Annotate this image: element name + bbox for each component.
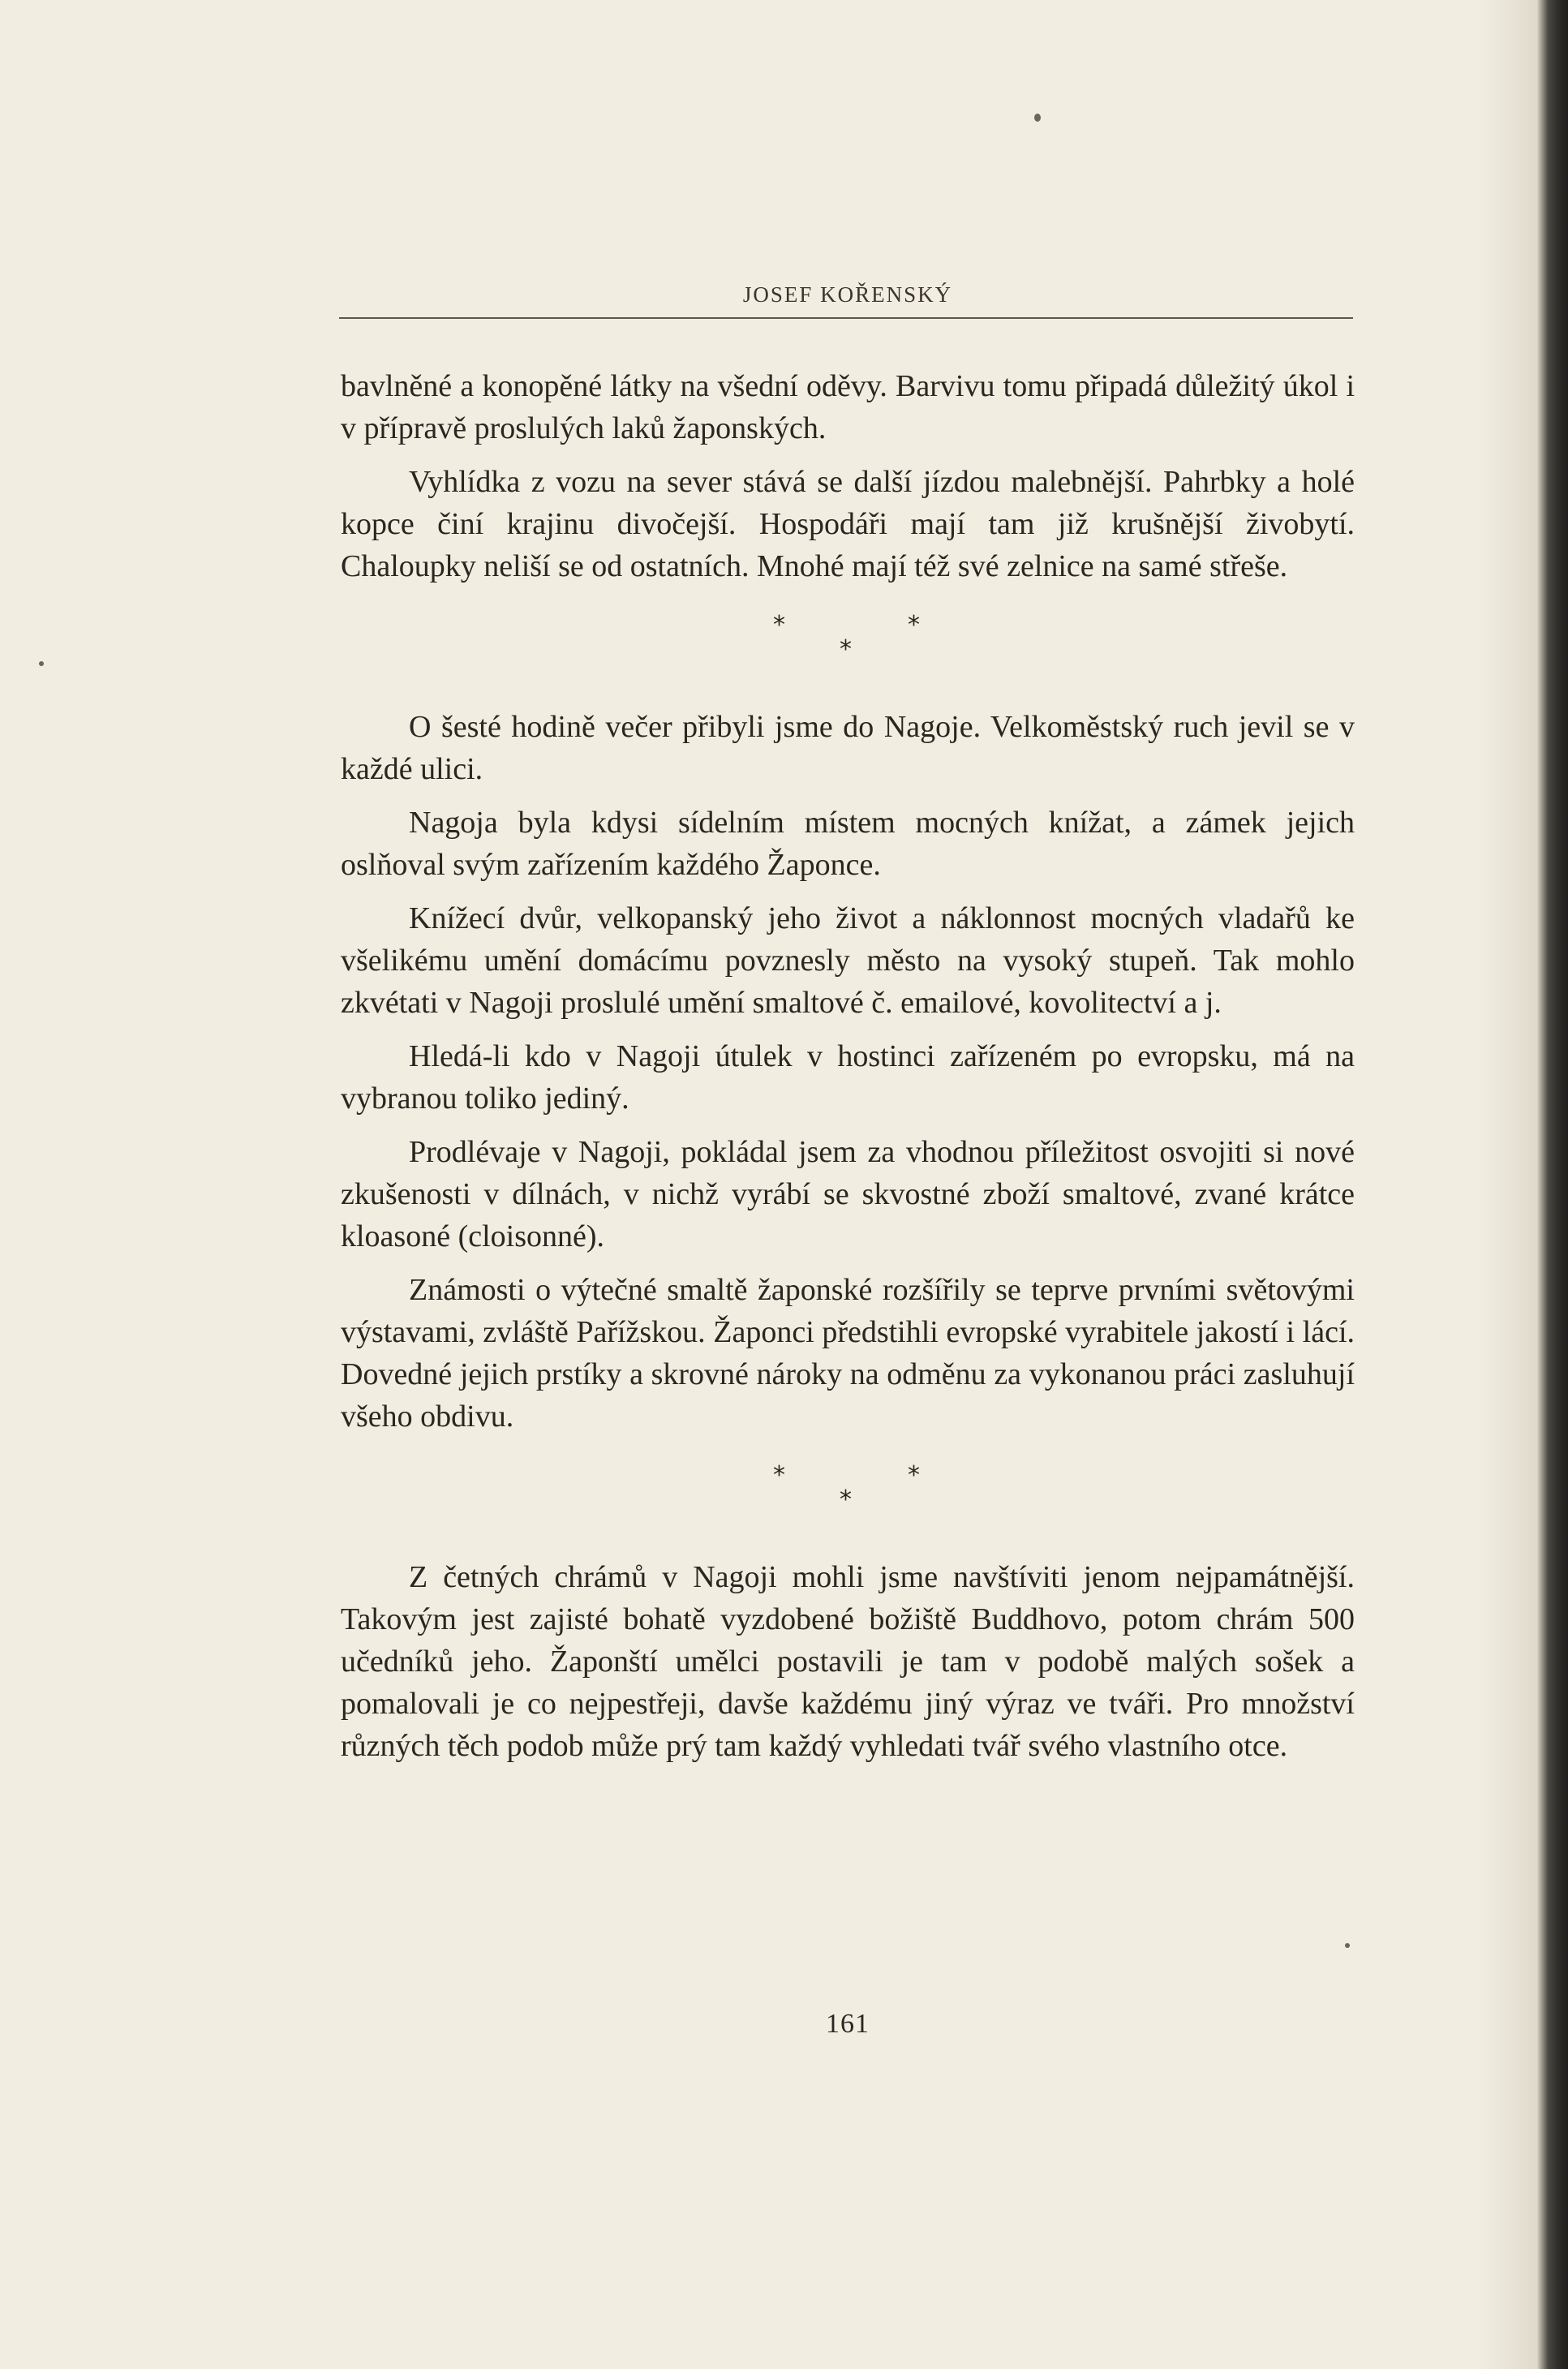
speck [39, 661, 44, 666]
paragraph: Hledá-li kdo v Nagoji útulek v hostinci zařízeném po evropsku, má na vybranou toliko jediný. [341, 1039, 1355, 1116]
running-head: JOSEF KOŘENSKÝ [742, 282, 953, 307]
paragraph: Prodlévaje v Nagoji, pokládal jsem za vhodnou příležitost osvojiti si nové zkušenosti v dílnách, v nichž vyrábí se skvostné zboží smaltové, zvané krátce kloasoné (cloisonné). [341, 1135, 1355, 1253]
speck [1345, 1943, 1350, 1948]
binding-shadow [1480, 0, 1537, 2369]
body-text [341, 365, 1355, 1778]
speck [1034, 114, 1041, 122]
separator-star: * [840, 635, 852, 664]
separator-star: * [840, 1485, 852, 1514]
separator-star: * [908, 611, 920, 639]
paragraph: Z četných chrámů v Nagoji mohli jsme navštíviti jenom nejpamátnější. Takovým jest zajisté bohatě vyzdobené božiště Buddhovo, potom chrám 500 učedníků jeho. Žaponští umělci postavili je tam v podobě malých sošek a pomalovali je co nejpestřeji, davše každému jiný výraz ve tváři. Pro množství různých těch podob může prý tam každý vyhledati tvář svého vlastního otce. [341, 1560, 1355, 1763]
paragraph: Knížecí dvůr, velkopanský jeho život a náklonnost mocných vladařů ke všelikému umění domácímu povznesly město na vysoký stupeň. Tak mohlo zkvétati v Nagoji proslulé umění smaltové č. emailové, kovolitectví a j. [341, 901, 1355, 1020]
paragraph: Vyhlídka z vozu na sever stává se další jízdou malebnější. Pahrbky a holé kopce činí krajinu divočejší. Hospodáři mají tam již krušnější živobytí. Chaloupky neliší se od ostatních. Mnohé mají též své zelnice na samé střeše. [341, 465, 1355, 583]
paragraph: O šesté hodině večer přibyli jsme do Nagoje. Velkoměstský ruch jevil se v každé ulici. [341, 710, 1355, 786]
page-number: 161 [826, 2009, 870, 2039]
paragraph: Nagoja byla kdysi sídelním místem mocných knížat, a zámek jejich oslňoval svým zařízením každého Žaponce. [341, 806, 1355, 882]
paragraph: Známosti o výtečné smaltě žaponské rozšířily se teprve prvními světovými výstavami, zvláště Pařížskou. Žaponci předstihli evropské vyrabitele jakostí i lácí. Dovedné jejich prstíky a skrovné nároky na odměnu za vykonanou práci zasluhují všeho obdivu. [341, 1273, 1355, 1434]
book-binding-edge [1537, 0, 1568, 2369]
paragraph: bavlněné a konopěné látky na všední oděvy. Barvivu tomu připadá důležitý úkol i v přípravě proslulých laků žaponských. [341, 369, 1355, 445]
separator-star: * [773, 1461, 785, 1490]
header-rule [339, 317, 1353, 319]
section-separator [341, 1457, 1355, 1532]
separator-star: * [908, 1461, 920, 1490]
separator-star: * [773, 611, 785, 639]
section-separator [341, 607, 1355, 681]
